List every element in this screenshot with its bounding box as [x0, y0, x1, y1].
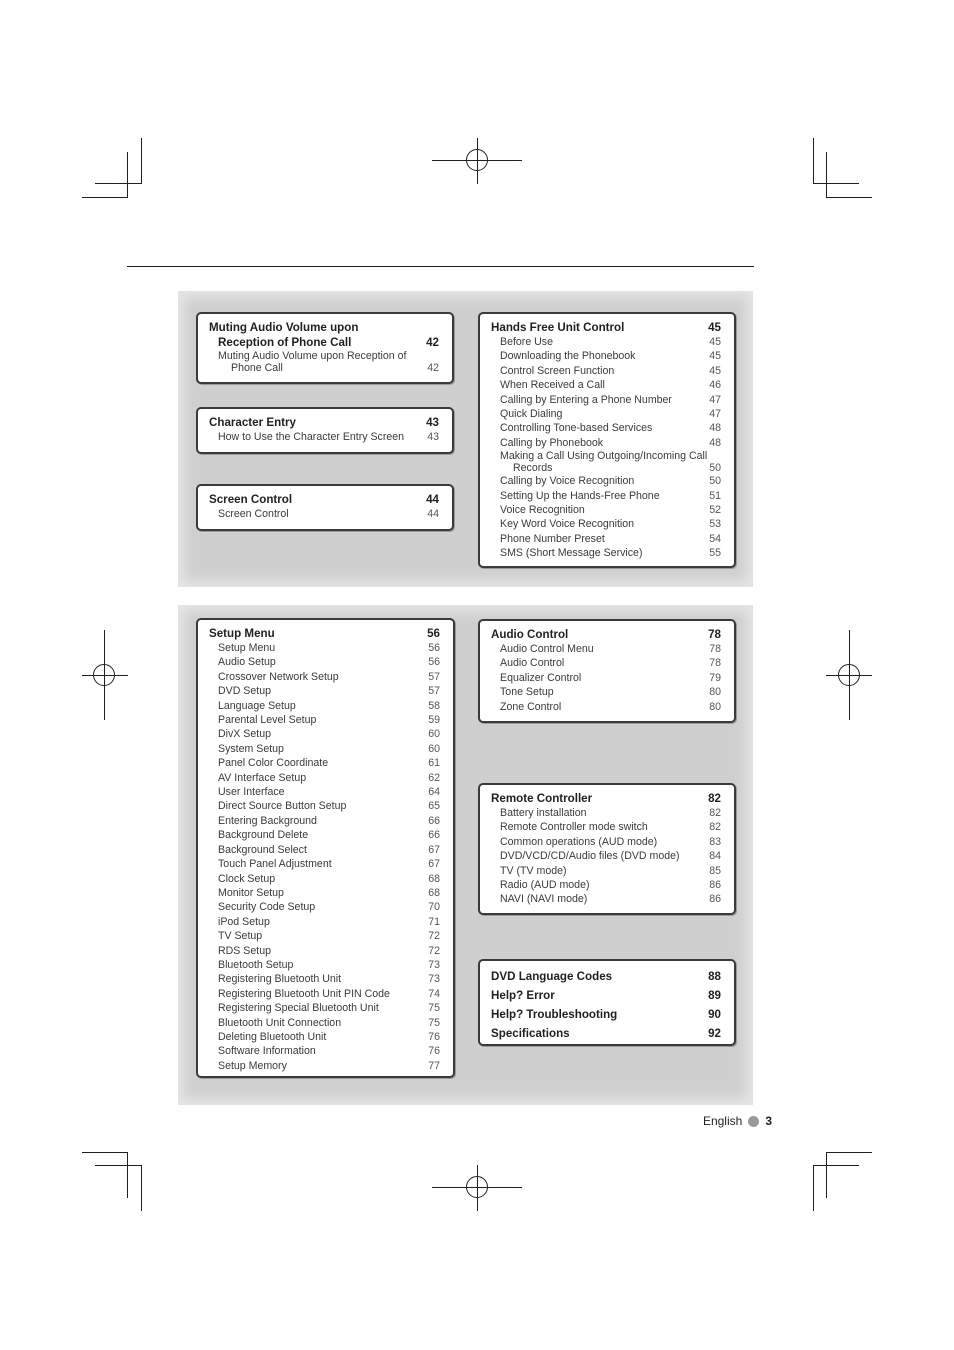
toc-entry-page: 45	[709, 336, 721, 348]
toc-entry-page: 43	[427, 431, 439, 443]
header-rule	[127, 266, 754, 267]
toc-entry-page: 47	[709, 393, 721, 406]
toc-entry-page: 68	[428, 872, 440, 885]
toc-entry-label: Panel Color Coordinate	[218, 757, 329, 770]
toc-entry-page: 54	[709, 532, 721, 545]
toc-entry-label: Control Screen Function	[500, 364, 615, 377]
section-page: 90	[708, 1008, 721, 1021]
section-title: Hands Free Unit Control	[491, 321, 625, 334]
page-footer	[703, 1114, 772, 1128]
page-number: 3	[765, 1114, 772, 1128]
section-title-cont: Reception of Phone Call	[218, 336, 352, 349]
toc-entry-label: System Setup	[218, 742, 284, 755]
toc-entry-label: Key Word Voice Recognition	[500, 518, 635, 531]
toc-entry-label: AV Interface Setup	[218, 771, 307, 784]
toc-section-screen-control	[196, 484, 454, 531]
toc-entry-page: 78	[709, 643, 721, 655]
toc-entry-label: Crossover Network Setup	[218, 670, 339, 683]
toc-entry-page: 45	[709, 350, 721, 363]
section-page: 56	[427, 627, 440, 640]
toc-entry-label: Software Information	[218, 1045, 316, 1058]
section-title: Character Entry	[209, 416, 296, 429]
toc-entry-page: 46	[709, 379, 721, 392]
toc-section-setup-menu	[196, 618, 455, 1078]
toc-entry-label: Audio Control Menu	[500, 643, 594, 655]
toc-entry-label-cont: Phone Call	[231, 362, 283, 374]
toc-entry-label: Setup Menu	[218, 642, 276, 654]
toc-entry-label: DivX Setup	[218, 728, 271, 741]
toc-entry-page: 60	[428, 742, 440, 755]
toc-entry-label: Monitor Setup	[218, 886, 284, 899]
toc-entry-label: Calling by Entering a Phone Number	[500, 393, 672, 406]
toc-entry-label: Audio Control	[500, 657, 565, 670]
toc-entry-label: Quick Dialing	[500, 408, 563, 421]
toc-entry-page: 50	[709, 462, 721, 475]
footer-language: English	[702, 1114, 743, 1128]
toc-entry-label: Audio Setup	[218, 656, 276, 669]
toc-entry-label: Security Code Setup	[218, 901, 316, 914]
toc-entry-page: 55	[709, 547, 721, 560]
toc-section-character-entry	[196, 407, 454, 454]
toc-entry-page: 80	[709, 686, 721, 699]
toc-entry-label: Controlling Tone-based Services	[500, 422, 653, 435]
toc-entry-label: Parental Level Setup	[218, 714, 317, 727]
toc-entry-label: Radio (AUD mode)	[500, 879, 590, 892]
toc-entry-page: 45	[709, 364, 721, 377]
toc-entry-page: 84	[709, 850, 721, 863]
toc-entry-page: 71	[428, 915, 440, 928]
toc-entry-page: 57	[428, 670, 440, 683]
section-title: Muting Audio Volume upon	[209, 321, 359, 334]
toc-entry-label: Calling by Voice Recognition	[500, 475, 635, 488]
toc-entry-page: 73	[428, 973, 440, 986]
toc-entry-label: Tone Setup	[500, 686, 554, 699]
toc-entry-label: DVD Setup	[218, 685, 271, 698]
toc-entry-page: 48	[709, 422, 721, 435]
toc-entry-page: 64	[428, 786, 440, 799]
toc-entry-label: Muting Audio Volume upon Reception of	[218, 350, 407, 362]
section-title: Remote Controller	[491, 792, 593, 805]
toc-entry-label: Clock Setup	[218, 872, 276, 885]
section-title: Specifications	[491, 1027, 570, 1040]
toc-entry-label: TV Setup	[218, 930, 263, 943]
toc-entry-page: 60	[428, 728, 440, 741]
section-title: Screen Control	[209, 493, 293, 506]
toc-entry-label: iPod Setup	[218, 915, 270, 928]
toc-entry-label: DVD/VCD/CD/Audio files (DVD mode)	[500, 850, 680, 863]
toc-entry-page: 56	[428, 656, 440, 669]
toc-entry-page: 42	[427, 362, 439, 374]
toc-entry-label: Zone Control	[500, 700, 562, 713]
toc-entry-label: SMS (Short Message Service)	[500, 547, 643, 560]
section-title: DVD Language Codes	[491, 970, 613, 983]
toc-entry-label: Bluetooth Unit Connection	[218, 1016, 342, 1029]
toc-entry-page: 85	[709, 864, 721, 877]
toc-entry-page: 48	[709, 436, 721, 449]
toc-section-appendix	[478, 959, 736, 1046]
toc-entry-label: Registering Bluetooth Unit PIN Code	[218, 987, 390, 1000]
toc-entry-page: 58	[428, 699, 440, 712]
toc-entry-label: Touch Panel Adjustment	[218, 858, 332, 871]
toc-entry-page: 44	[427, 508, 439, 520]
toc-entry-page: 79	[709, 671, 721, 684]
toc-entry-page: 80	[709, 700, 721, 713]
toc-entry-page: 47	[709, 408, 721, 421]
toc-entry-page: 57	[428, 685, 440, 698]
toc-entry-label: Background Delete	[218, 829, 309, 842]
toc-entry-label: Language Setup	[218, 699, 296, 712]
toc-entry-page: 67	[428, 843, 440, 856]
toc-entry-page: 83	[709, 835, 721, 848]
toc-entry-label: Direct Source Button Setup	[218, 800, 347, 813]
toc-entry-label: How to Use the Character Entry Screen	[218, 431, 405, 443]
toc-section-remote-controller	[478, 783, 736, 915]
toc-entry-label: Bluetooth Setup	[218, 958, 294, 971]
section-page: 89	[708, 989, 721, 1002]
toc-entry-label: Background Select	[218, 843, 307, 856]
toc-entry-label: Deleting Bluetooth Unit	[218, 1030, 327, 1043]
section-page: 42	[426, 336, 439, 349]
toc-section-audio-control	[478, 619, 736, 723]
toc-entry-label: TV (TV mode)	[500, 864, 567, 877]
section-page: 88	[708, 970, 721, 983]
section-page: 82	[708, 792, 721, 805]
toc-entry-label: Common operations (AUD mode)	[500, 835, 658, 848]
toc-entry-page: 61	[428, 757, 440, 770]
section-title: Help? Troubleshooting	[491, 1008, 618, 1021]
toc-entry-label: Calling by Phonebook	[500, 436, 604, 449]
toc-entry-label: Setting Up the Hands-Free Phone	[500, 489, 660, 502]
toc-section-hands-free	[478, 312, 736, 568]
section-page: 78	[708, 628, 721, 641]
toc-entry-page: 66	[428, 814, 440, 827]
toc-entry-label: Before Use	[500, 336, 553, 348]
bullet-dot-icon	[748, 1116, 759, 1127]
toc-entry-label: Battery installation	[500, 807, 587, 819]
toc-entry-page: 86	[709, 893, 721, 906]
toc-entry-label: User Interface	[218, 786, 285, 799]
toc-entry-page: 82	[709, 821, 721, 834]
toc-entry-page: 66	[428, 829, 440, 842]
toc-entry-label: Setup Memory	[218, 1059, 287, 1072]
section-page: 43	[426, 416, 439, 429]
toc-entry-page: 75	[428, 1002, 440, 1015]
toc-entry-page: 86	[709, 879, 721, 892]
section-title: Help? Error	[491, 989, 555, 1002]
toc-entry-page: 73	[428, 958, 440, 971]
toc-entry-label: Registering Bluetooth Unit	[218, 973, 342, 986]
toc-entry-page: 82	[709, 807, 721, 819]
toc-entry-label: NAVI (NAVI mode)	[500, 893, 588, 906]
toc-entry-page: 53	[709, 518, 721, 531]
toc-entry-page: 50	[709, 475, 721, 488]
toc-entry-page: 65	[428, 800, 440, 813]
section-title: Audio Control	[491, 628, 569, 641]
toc-entry-label: RDS Setup	[218, 944, 271, 957]
toc-entry-page: 59	[428, 714, 440, 727]
toc-section-muting	[196, 312, 454, 384]
toc-entry-page: 62	[428, 771, 440, 784]
toc-entry-label: When Received a Call	[500, 379, 605, 392]
toc-entry-page: 70	[428, 901, 440, 914]
toc-entry-page: 76	[428, 1045, 440, 1058]
toc-entry-page: 72	[428, 944, 440, 957]
toc-entry-page: 56	[428, 642, 440, 654]
toc-entry-page: 67	[428, 858, 440, 871]
toc-entry-label-cont: Records	[513, 462, 553, 475]
toc-entry-label: Screen Control	[218, 508, 289, 520]
toc-entry-label: Phone Number Preset	[500, 532, 605, 545]
toc-entry-label: Equalizer Control	[500, 671, 582, 684]
section-page: 92	[708, 1027, 721, 1040]
toc-entry-page: 68	[428, 886, 440, 899]
toc-entry-label: Registering Special Bluetooth Unit	[218, 1002, 379, 1015]
toc-entry-label: Downloading the Phonebook	[500, 350, 636, 363]
toc-entry-page: 75	[428, 1016, 440, 1029]
toc-entry-page: 77	[428, 1059, 440, 1072]
toc-entry-label: Making a Call Using Outgoing/Incoming Call	[500, 450, 708, 463]
toc-entry-page: 74	[428, 987, 440, 1000]
toc-entry-label: Remote Controller mode switch	[500, 821, 648, 834]
toc-entry-label: Entering Background	[218, 814, 317, 827]
section-page: 44	[426, 493, 439, 506]
toc-entry-page: 52	[709, 504, 721, 517]
toc-entry-label: Voice Recognition	[500, 504, 585, 517]
section-title: Setup Menu	[209, 627, 275, 640]
toc-entry-page: 78	[709, 657, 721, 670]
toc-entry-page: 72	[428, 930, 440, 943]
toc-entry-page: 76	[428, 1030, 440, 1043]
toc-entry-page: 51	[709, 489, 721, 502]
section-page: 45	[708, 321, 721, 334]
